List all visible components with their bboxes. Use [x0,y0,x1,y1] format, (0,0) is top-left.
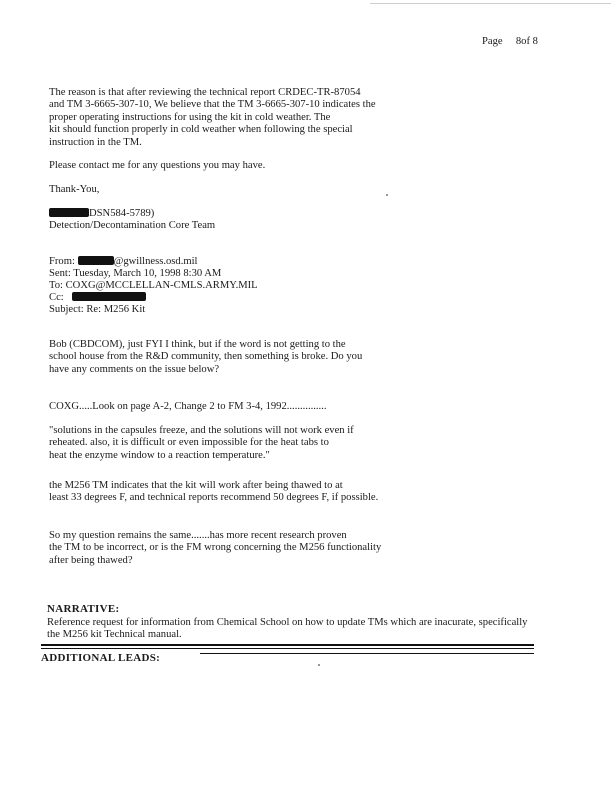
from-address: @gwillness.osd.mil [113,256,198,267]
text-line: Reference request for information from Chemical School on how to update TMs which are inacurate, specifically [47,617,528,628]
text-line: reheated. also, it is difficult or even impossible for the heat tabs to [49,437,329,449]
text-line: The reason is that after reviewing the technical report CRDEC-TR-87054 [49,87,361,98]
narrative-paragraph [47,617,527,642]
text-line: So my question remains the same.......has more recent research proven [49,530,347,541]
text-line: Bob (CBDCOM), just FYI I think, but if the word is not getting to the [49,339,346,350]
closing-line: Thank-You, [49,184,100,195]
text-line: proper operating instructions for using the kit in cold weather. The [49,111,331,123]
email-cc [49,292,146,304]
email-sent: Sent: Tuesday, March 10, 1998 8:30 AM [49,268,222,279]
quote-paragraph [49,425,354,462]
text-line: the M256 TM indicates that the kit will work after being thawed to at [49,480,343,491]
text-line: school house from the R&D community, then something is broke. Do you [49,351,363,363]
scan-edge-line [370,3,611,4]
text-line: least 33 degrees F, and technical reports recommend 50 degrees F, if possible. [49,492,379,504]
page-count: 8of 8 [515,36,538,47]
tm-note-paragraph [49,480,378,505]
signature-block [49,208,154,220]
redaction-mark [72,292,146,301]
additional-leads-heading: ADDITIONAL LEADS: [41,652,161,664]
reply-paragraph [49,87,376,149]
signature-team: Detection/Decontamination Core Team [49,220,216,231]
contact-line: Please contact me for any questions you may have. [49,160,266,171]
redaction-mark [78,256,114,265]
narrative-heading: NARRATIVE: [47,603,120,615]
section-divider-thin [41,648,534,649]
email-to: To: COXG@MCCLELLAN-CMLS.ARMY.MIL [49,280,258,291]
forward-paragraph [49,339,362,376]
signature-phone: DSN584-5789) [89,208,155,219]
text-line: the TM to be incorrect, or is the FM wrong concerning the M256 functionality [49,542,382,554]
leads-divider [200,653,534,654]
email-subject: Subject: Re: M256 Kit [49,304,146,315]
cc-label: Cc: [49,292,64,303]
text-line: the M256 kit Technical manual. [47,629,182,641]
email-from [49,256,197,268]
text-line: heat the enzyme window to a reaction temperature." [49,449,270,461]
text-line: after being thawed? [49,554,133,566]
redaction-mark [49,208,89,217]
coxg-note: COXG.....Look on page A-2, Change 2 to FM 3-4, 1992............... [49,401,327,412]
from-label: From: [49,256,75,267]
text-line: have any comments on the issue below? [49,363,220,375]
text-line: and TM 3-6665-307-10, We believe that the TM 3-6665-307-10 indicates the [49,99,376,111]
question-paragraph [49,530,381,567]
text-line: instruction in the TM. [49,136,142,148]
section-divider-thick [41,644,534,646]
scan-speck [318,664,320,666]
page-number [482,36,538,48]
scan-speck [386,194,388,196]
text-line: "solutions in the capsules freeze, and the solutions will not work even if [49,425,354,436]
page-label: Page [482,36,503,47]
text-line: kit should function properly in cold weather when following the special [49,124,353,136]
